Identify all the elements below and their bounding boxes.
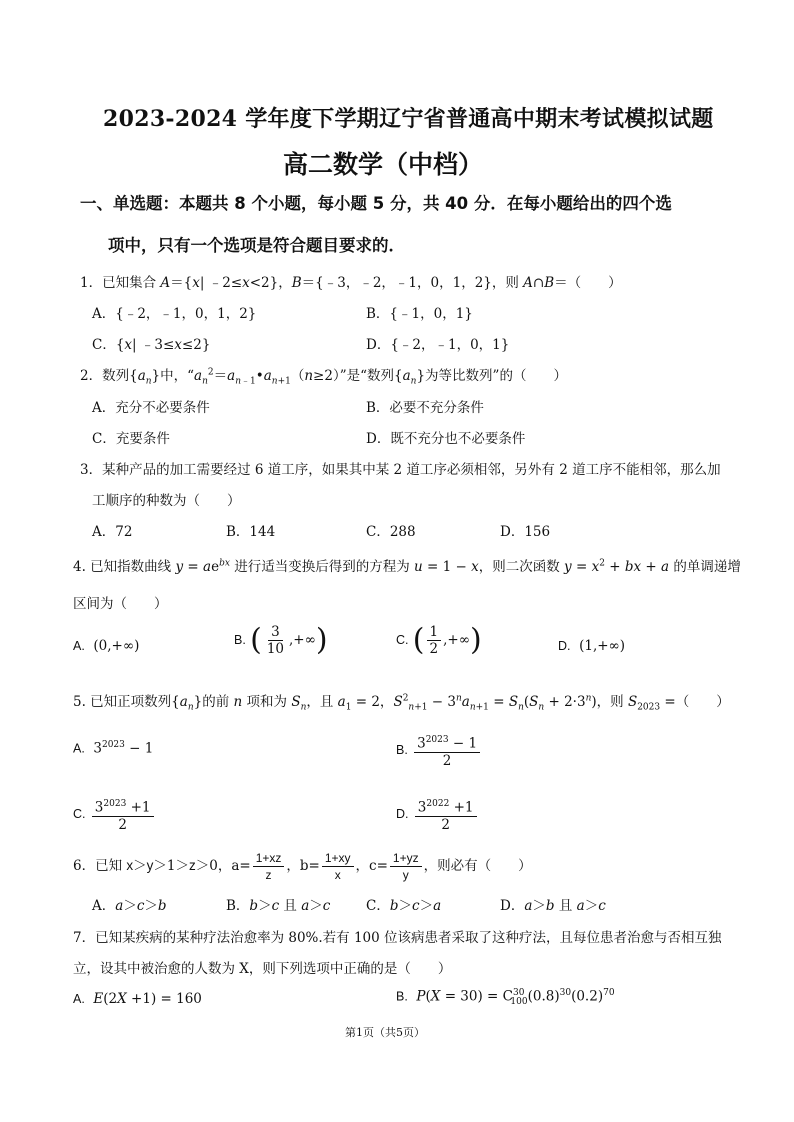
- exam-title: 2023-2024 学年度下学期辽宁省普通高中期末考试模拟试题: [103, 106, 714, 132]
- question-3-line1: 3．某种产品的加工需要经过 6 道工序，如果其中某 2 道工序必须相邻，另外有 2 道工序不能相邻，那么加: [80, 462, 721, 478]
- question-5-option-a: A. $3^{2023} - 1$: [73, 740, 154, 757]
- question-4-option-c: C. ( $\frac{1}{2}$ ,+∞): [396, 622, 482, 658]
- question-3-line2: 工顺序的种数为（ ）: [92, 493, 241, 509]
- question-6-stem: 6．已知 x＞y＞1＞z＞0，a= $\frac{1+xz}{z}$ ，b= $\frac{1+xy}{x}$ ，c= $\frac{1+yz}{y}$ ，则必有（ ）: [73, 851, 532, 882]
- question-2-stem: 2．数列$\{a_n\}$中，“$a_n^2=a_{n﹣1}•a_{n+1}(n\ge 2)$”是“数列$\{a_n\}$为等比数列”的（ ）: [80, 367, 567, 387]
- question-7-option-a: A. E(2X +1) = 160: [73, 991, 202, 1007]
- question-4-line2: 区间为（ ）: [73, 596, 168, 612]
- question-1-stem: 1．已知集合 A＝{x| ﹣2≤x<2}，B＝{﹣3，﹣2，﹣1，0，1，2}，则 A∩B＝（ ）: [80, 275, 622, 291]
- question-5-option-d: D. $\frac{3^{2022} +1}{2}$: [396, 796, 479, 833]
- question-5-option-b: B. $\frac{3^{2023} - 1}{2}$: [396, 732, 482, 769]
- question-4-option-b: B. ( $\frac{3}{10}$ ,+∞): [234, 622, 328, 658]
- exam-subtitle: 高二数学（中档）: [283, 150, 484, 179]
- question-2-option-b: B．必要不充分条件: [366, 400, 484, 416]
- question-4-option-d: D. (1,+∞): [558, 638, 626, 654]
- question-7-option-b: B. $P(X = 30) = C^{30}_{100}(0.8)^{30}(0.2)^{70}$: [396, 988, 615, 1008]
- question-7-line1: 7．已知某疾病的某种疗法治愈率为 80%.若有 100 位该病患者采取了这种疗法，且每位患者治愈与否相互独: [73, 930, 722, 946]
- question-5-option-c: C. $\frac{3^{2023} +1}{2}$: [73, 796, 156, 833]
- question-3-option-d: D．156: [500, 524, 551, 540]
- question-6-option-d: D．a＞b 且 a＞c: [500, 898, 606, 914]
- question-2-option-d: D．既不充分也不必要条件: [366, 431, 526, 447]
- question-6-option-b: B．b＞c 且 a＞c: [226, 898, 331, 914]
- question-1-option-c: C．{x| ﹣3≤x≤2}: [92, 337, 211, 353]
- question-4-option-a: A. (0,+∞): [73, 638, 140, 654]
- question-7-line2: 立，设其中被治愈的人数为 X，则下列选项中正确的是（ ）: [73, 961, 452, 977]
- question-4-line1: 4. 已知指数曲线 $y = ae^{bx}$ 进行适当变换后得到的方程为 u = 1 − x，则二次函数 $y = x^2$ + bx + a 的单调递增: [73, 558, 741, 575]
- question-2-option-a: A．充分不必要条件: [92, 400, 210, 416]
- question-3-option-b: B．144: [226, 524, 276, 540]
- question-6-option-a: A．a＞c＞b: [92, 898, 167, 914]
- question-1-option-b: B．{﹣1，0，1}: [366, 306, 473, 322]
- page-footer: 第1页（共5页）: [345, 1026, 425, 1039]
- question-1-option-d: D．{﹣2，﹣1，0，1}: [366, 337, 510, 353]
- question-6-option-c: C．b＞c＞a: [366, 898, 442, 914]
- question-5-stem: 5. 已知正项数列$\{a_n\}$的前 n 项和为 $S_n$，且 $a_1 = 2$，$S^2_{n+1} - 3^na_{n+1} = S_n(S_n + 2\cdot 3^n)$，则 $S_{2023}$ =（ ）: [73, 693, 730, 713]
- section-heading-line2: 项中，只有一个选项是符合题目要求的．: [108, 236, 405, 255]
- question-3-option-c: C．288: [366, 524, 416, 540]
- section-heading-line1: 一、单选题：本题共 8 个小题，每小题 5 分，共 40 分．在每小题给出的四个选: [80, 194, 672, 213]
- question-3-option-a: A．72: [92, 524, 133, 540]
- question-1-option-a: A．{﹣2，﹣1，0，1，2}: [92, 306, 257, 322]
- question-2-option-c: C．充要条件: [92, 431, 170, 447]
